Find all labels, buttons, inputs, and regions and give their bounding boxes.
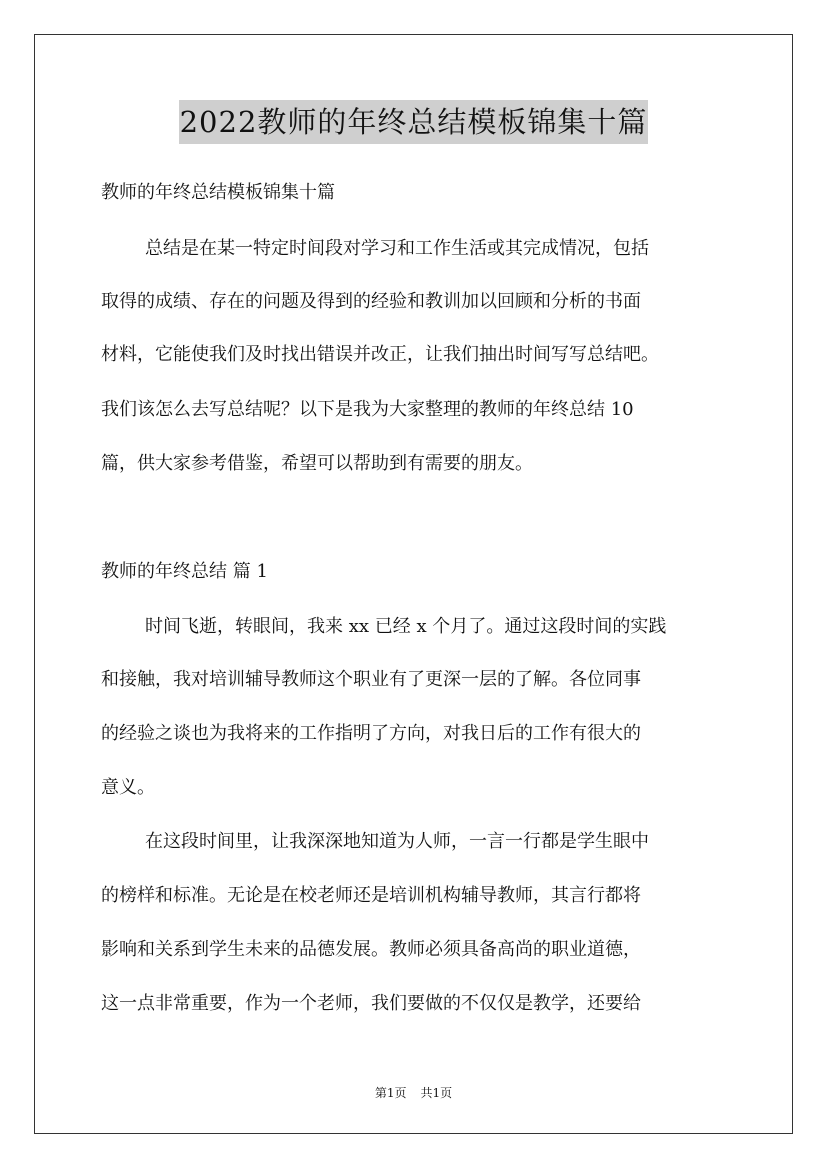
paragraph1-line: 时间飞逝，转眼间，我来 xx 已经 x 个月了。通过这段时间的实践 — [145, 616, 667, 637]
title-container — [0, 100, 827, 144]
paragraph1-line: 意义。 — [101, 777, 155, 798]
paragraph2-line: 的榜样和标准。无论是在校老师还是培训机构辅导教师，其言行都将 — [101, 885, 641, 906]
paragraph1-line: 和接触，我对培训辅导教师这个职业有了更深一层的了解。各位同事 — [101, 669, 641, 690]
page-total: 共1页 — [420, 1086, 453, 1100]
paragraph2-line: 在这段时间里，让我深深地知道为人师，一言一行都是学生眼中 — [145, 831, 649, 852]
paragraph2-line: 影响和关系到学生未来的品德发展。教师必须具备高尚的职业道德， — [101, 939, 641, 960]
intro-line: 取得的成绩、存在的问题及得到的经验和教训加以回顾和分析的书面 — [101, 291, 641, 312]
intro-line: 材料，它能使我们及时找出错误并改正，让我们抽出时间写写总结吧。 — [101, 344, 659, 365]
page-footer — [0, 1084, 827, 1102]
intro-line: 总结是在某一特定时间段对学习和工作生活或其完成情况，包括 — [145, 238, 649, 259]
document-title: 2022教师的年终总结模板锦集十篇 — [179, 100, 649, 144]
page-number: 第1页 — [374, 1086, 407, 1100]
intro-line: 我们该怎么去写总结呢？以下是我为大家整理的教师的年终总结 10 — [101, 399, 634, 420]
paragraph2-line: 这一点非常重要，作为一个老师，我们要做的不仅仅是教学，还要给 — [101, 993, 641, 1014]
section-heading: 教师的年终总结 篇 1 — [101, 561, 268, 582]
intro-line: 篇，供大家参考借鉴，希望可以帮助到有需要的朋友。 — [101, 453, 533, 474]
paragraph1-line: 的经验之谈也为我将来的工作指明了方向，对我日后的工作有很大的 — [101, 723, 641, 744]
document-subtitle: 教师的年终总结模板锦集十篇 — [101, 182, 335, 203]
